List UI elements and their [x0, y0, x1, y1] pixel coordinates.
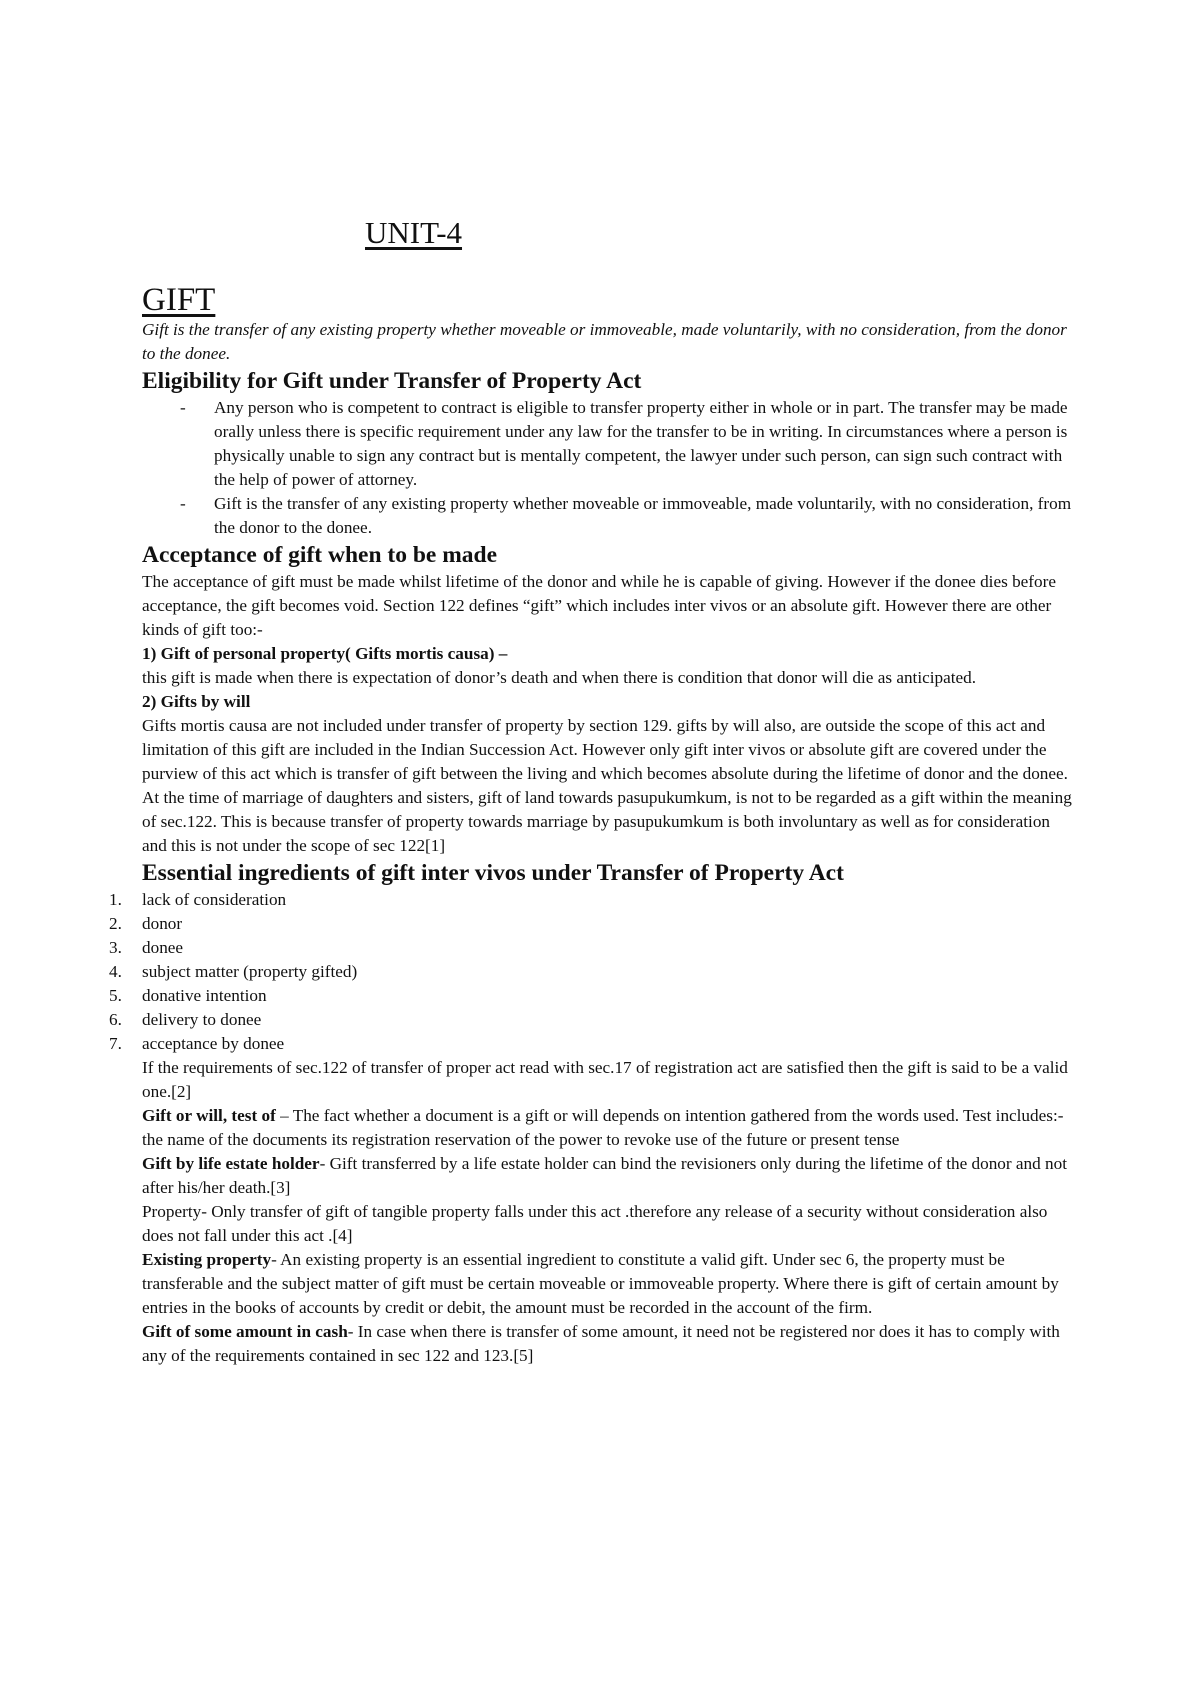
cash-label: Gift of some amount in cash: [142, 1322, 348, 1341]
list-item: [109, 960, 1072, 984]
cash-text: - In case when there is transfer of some amount, it need not be registered nor does it has to comply with any of the requirements contained in sec 122 and 123.[5]: [142, 1322, 1060, 1365]
list-number: 3.: [109, 938, 122, 957]
list-item: [109, 936, 1072, 960]
existing-property-text: - An existing property is an essential ingredient to constitute a valid gift. Under sec 6, the property must be transferable and the subject matter of gift must be certain moveable or immoveable property. Where there is gift of certain amount by entries in the books of accounts by credit or debit, the amount must be recorded in the account of the firm.: [142, 1250, 1059, 1317]
list-item: [109, 1032, 1072, 1056]
acceptance-paragraph: The acceptance of gift must be made whilst lifetime of the donor and while he is capable of giving. However if the donee dies before acceptance, the gift becomes void. Section 122 defines “gift” which includes inter vivos or an absolute gift. However there are other kinds of gift too:-: [142, 572, 1056, 639]
list-number: 6.: [109, 1010, 122, 1029]
kind1-paragraph: this gift is made when there is expectation of donor’s death and when there is condition that donor will die as anticipated.: [142, 668, 977, 687]
list-item-text: donor: [142, 914, 183, 933]
list-item: [109, 1008, 1072, 1032]
list-number: 1.: [109, 890, 122, 909]
test-label: Gift or will, test of: [142, 1106, 276, 1125]
dash-bullet: -: [180, 494, 186, 513]
life-estate-label: Gift by life estate holder: [142, 1154, 320, 1173]
list-item-text: Any person who is competent to contract is eligible to transfer property either in whole or in part. The transfer may be made orally unless there is specific requirement under any law for the transfer to be in writing. In circumstances where a person is physically unable to sign any contract but is mentally competent, the lawyer under such person, can sign such contract with the help of power of attorney.: [214, 398, 1068, 489]
list-item-text: lack of consideration: [142, 890, 287, 909]
requirements-paragraph: If the requirements of sec.122 of transfer of proper act read with sec.17 of registration act are satisfied then the gift is said to be a valid one.[2]: [142, 1058, 1068, 1101]
list-item: [109, 984, 1072, 1008]
list-number: 5.: [109, 986, 122, 1005]
gift-heading: GIFT: [142, 282, 216, 318]
list-item: [180, 492, 1072, 540]
list-number: 7.: [109, 1034, 122, 1053]
kind2-heading: 2) Gifts by will: [142, 692, 251, 711]
list-item-text: delivery to donee: [142, 1010, 262, 1029]
list-number: 4.: [109, 962, 122, 981]
kind2-paragraph: Gifts mortis causa are not included under transfer of property by section 129. gifts by will also, are outside the scope of this act and limitation of this gift are included in the Indian Succession Act. However only gift inter vivos or absolute gift are covered under the purview of this act which is transfer of gift between the living and which becomes absolute during the lifetime of donor and the donee.: [142, 716, 1068, 783]
list-item-text: acceptance by donee: [142, 1034, 285, 1053]
list-item-text: donee: [142, 938, 184, 957]
test-text: – The fact whether a document is a gift or will depends on intention gathered from the words used. Test includes:-the name of the documents its registration reservation of the power to revoke use of the future or present tense: [142, 1106, 1064, 1149]
life-estate-paragraph: [142, 1152, 1072, 1200]
list-number: 2.: [109, 914, 122, 933]
existing-property-label: Existing property: [142, 1250, 272, 1269]
acceptance-heading: Acceptance of gift when to be made: [142, 542, 498, 568]
kind1-heading: 1) Gift of personal property( Gifts mortis causa) –: [142, 644, 508, 663]
eligibility-heading: Eligibility for Gift under Transfer of Property Act: [142, 368, 642, 394]
property-paragraph: Property- Only transfer of gift of tangible property falls under this act .therefore any release of a security without consideration also does not fall under this act .[4]: [142, 1202, 1048, 1245]
existing-property-paragraph: [142, 1248, 1072, 1320]
list-item: [109, 912, 1072, 936]
marriage-paragraph: At the time of marriage of daughters and sisters, gift of land towards pasupukumkum, is not to be regarded as a gift within the meaning of sec.122. This is because transfer of property towards marriage by pasupukumkum is both involuntary as well as for consideration and this is not under the scope of sec 122[1]: [142, 788, 1072, 855]
essentials-heading: Essential ingredients of gift inter vivos under Transfer of Property Act: [142, 860, 844, 886]
list-item: [180, 396, 1072, 492]
list-item-text: subject matter (property gifted): [142, 962, 358, 981]
eligibility-list: [142, 396, 1072, 540]
dash-bullet: -: [180, 398, 186, 417]
document-body: [109, 282, 1072, 1368]
list-item: [109, 888, 1072, 912]
list-item-text: Gift is the transfer of any existing property whether moveable or immoveable, made voluntarily, with no consideration, from the donor to the donee.: [214, 494, 1072, 537]
test-paragraph: [142, 1104, 1072, 1152]
life-estate-text: - Gift transferred by a life estate holder can bind the revisioners only during the lifetime of the donor and not after his/her death.[3]: [142, 1154, 1067, 1197]
essentials-list: [109, 888, 1072, 1056]
unit-title: UNIT-4: [365, 215, 463, 250]
cash-paragraph: [142, 1320, 1072, 1368]
gift-definition: Gift is the transfer of any existing property whether moveable or immoveable, made voluntarily, with no consideration, from the donor to the donee.: [142, 320, 1067, 363]
list-item-text: donative intention: [142, 986, 267, 1005]
